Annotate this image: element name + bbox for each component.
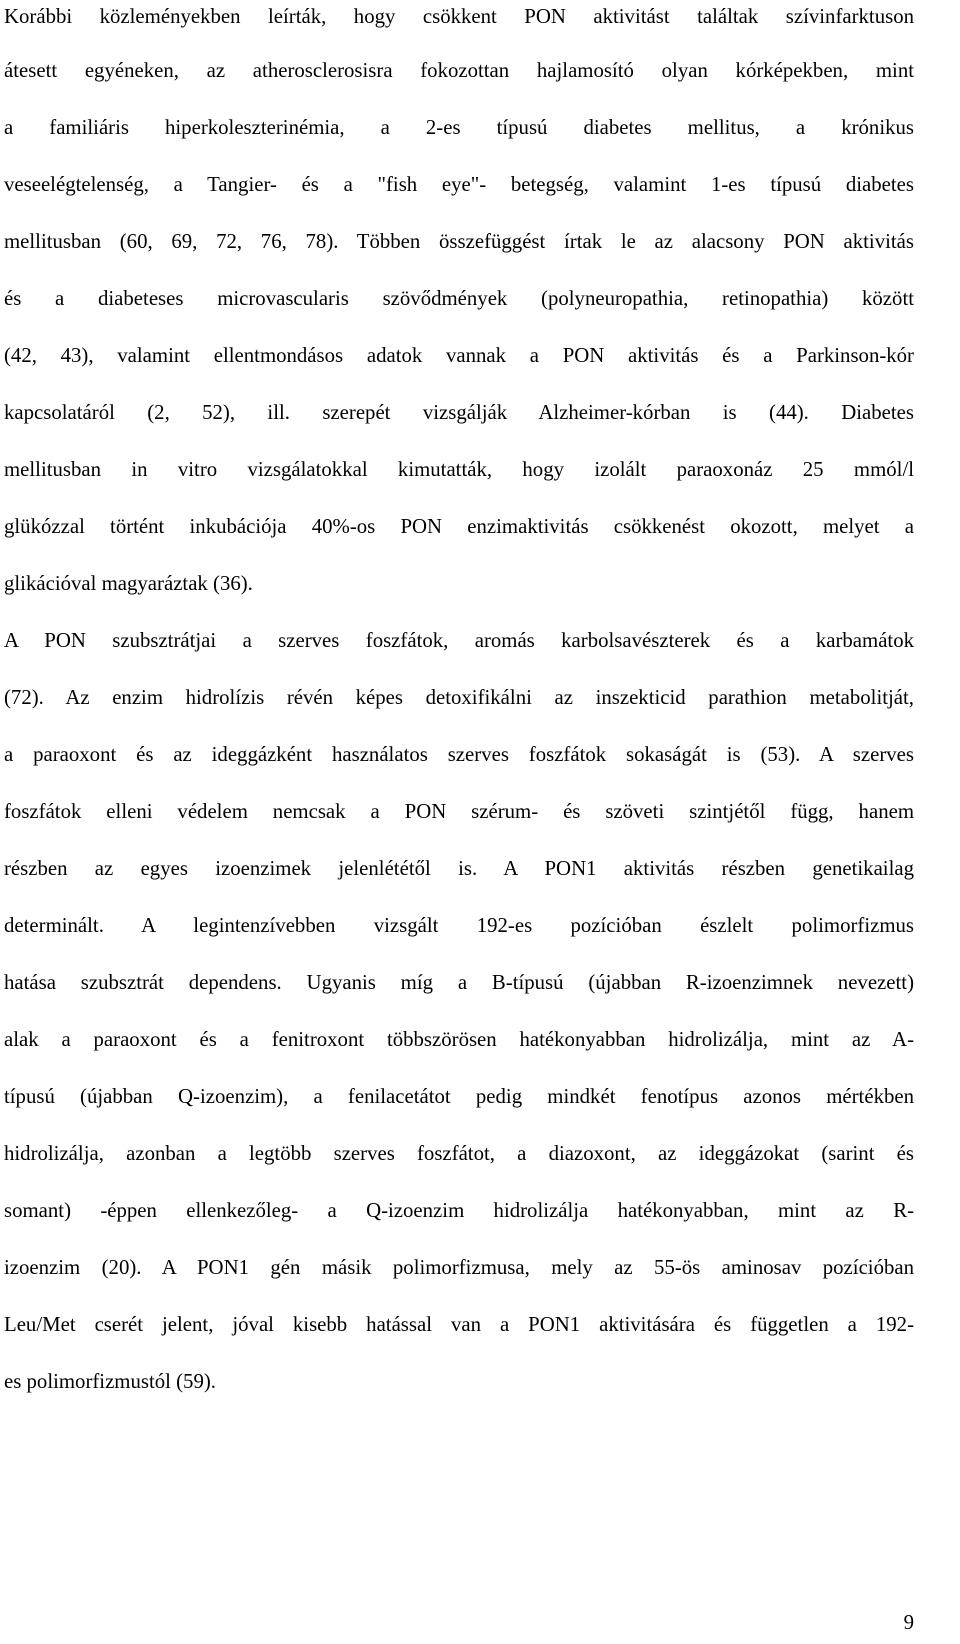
text-line: A PON szubsztrátjai a szerves foszfátok, aromás karbolsavészterek és a karbamátok	[4, 629, 914, 652]
text-line: mellitusban in vitro vizsgálatokkal kimutatták, hogy izolált paraoxonáz 25 mmól/l	[4, 458, 914, 481]
text-line: glükózzal történt inkubációja 40%-os PON enzimaktivitás csökkenést okozott, melyet a	[4, 515, 914, 538]
text-line: glikációval magyaráztak (36).	[4, 572, 253, 595]
text-line: somant) -éppen ellenkezőleg- a Q-izoenzim hidrolizálja hatékonyabban, mint az R-	[4, 1199, 914, 1222]
text-line: es polimorfizmustól (59).	[4, 1370, 216, 1393]
text-line: alak a paraoxont és a fenitroxont többszörösen hatékonyabban hidrolizálja, mint az A-	[4, 1028, 914, 1051]
text-line: mellitusban (60, 69, 72, 76, 78). Többen összefüggést írtak le az alacsony PON aktivitás	[4, 230, 914, 253]
text-line: és a diabeteses microvascularis szövődmények (polyneuropathia, retinopathia) között	[4, 287, 914, 310]
text-line: izoenzim (20). A PON1 gén másik polimorfizmusa, mely az 55-ös aminosav pozícióban	[4, 1256, 914, 1279]
text-line: Korábbi közleményekben leírták, hogy csökkent PON aktivitást találtak szívinfarktuson	[4, 5, 914, 28]
text-line: veseelégtelenség, a Tangier- és a "fish eye"- betegség, valamint 1-es típusú diabetes	[4, 173, 914, 196]
text-line: hatása szubsztrát dependens. Ugyanis míg a B-típusú (újabban R-izoenzimnek nevezett)	[4, 971, 914, 994]
text-line: (72). Az enzim hidrolízis révén képes detoxifikálni az inszekticid parathion metabolitját,	[4, 686, 914, 709]
text-line: Leu/Met cserét jelent, jóval kisebb hatással van a PON1 aktivitására és független a 192-	[4, 1313, 914, 1336]
text-line: a familiáris hiperkoleszterinémia, a 2-es típusú diabetes mellitus, a krónikus	[4, 116, 914, 139]
text-line: foszfátok elleni védelem nemcsak a PON szérum- és szöveti szintjétől függ, hanem	[4, 800, 914, 823]
text-line: típusú (újabban Q-izoenzim), a fenilacetátot pedig mindkét fenotípus azonos mértékben	[4, 1085, 914, 1108]
text-line: (42, 43), valamint ellentmondásos adatok vannak a PON aktivitás és a Parkinson-kór	[4, 344, 914, 367]
page-number: 9	[903, 1611, 914, 1634]
text-line: hidrolizálja, azonban a legtöbb szerves foszfátot, a diazoxont, az ideggázokat (sarint és	[4, 1142, 914, 1165]
text-line: determinált. A legintenzívebben vizsgált 192-es pozícióban észlelt polimorfizmus	[4, 914, 914, 937]
text-line: a paraoxont és az ideggázként használatos szerves foszfátok sokaságát is (53). A szerves	[4, 743, 914, 766]
text-line: részben az egyes izoenzimek jelenlététől is. A PON1 aktivitás részben genetikailag	[4, 857, 914, 880]
text-line: kapcsolatáról (2, 52), ill. szerepét vizsgálják Alzheimer-kórban is (44). Diabetes	[4, 401, 914, 424]
text-line: átesett egyéneken, az atherosclerosisra fokozottan hajlamosító olyan kórképekben, mint	[4, 59, 914, 82]
